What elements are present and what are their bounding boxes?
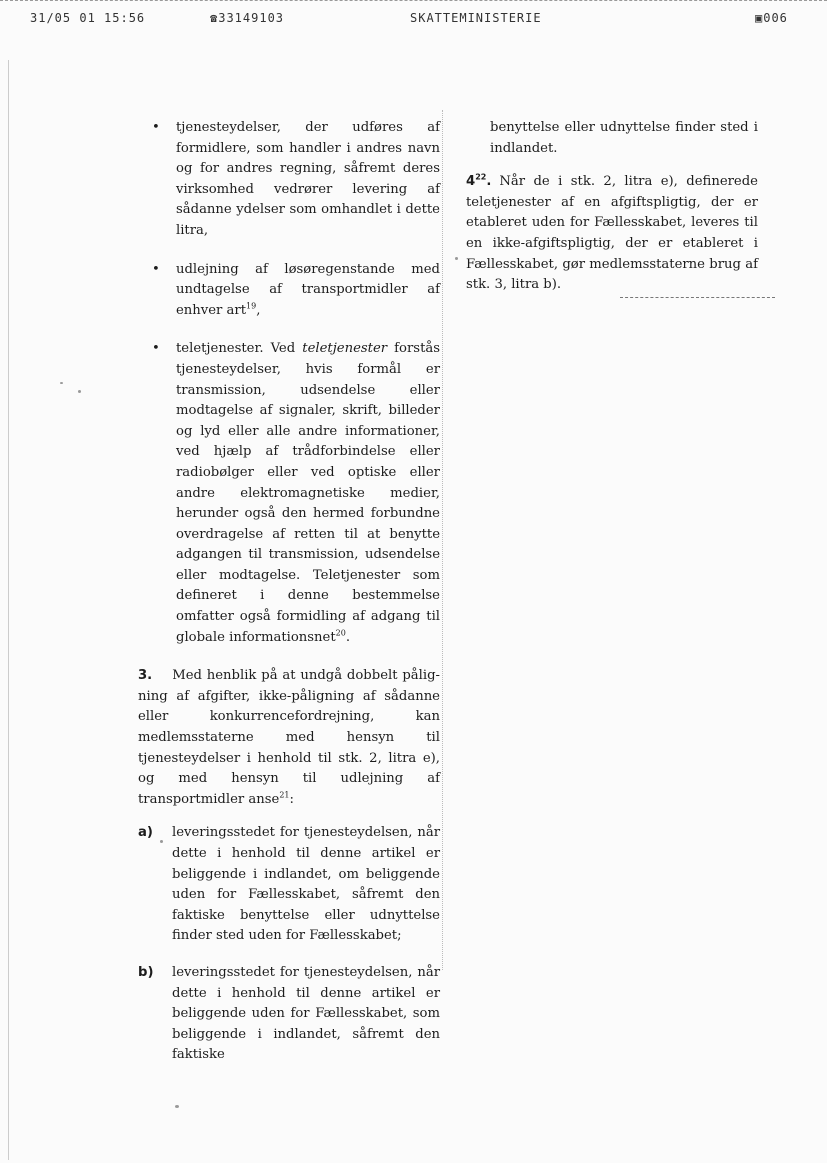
fax-header — [0, 0, 827, 30]
list-item-text: leveringsstedet for tjenesteydelsen, når dette i henhold til denne artikel er beliggende i indlandet, om beliggende uden for Fællesskabet, såfremt den faktiske benyttelse eller udnyttelse finder sted uden for Fællesskabet; — [172, 825, 440, 944]
bullet-item — [138, 118, 440, 242]
paragraph-text: Med henblik på at undgå dobbelt påligning af afgifter, ikke-påligning af sådanne eller konkurrencefordrejning, kan medlemsstaterne med hensyn til tjenesteydelser i henhold til stk. 2, litra e), og med hensyn til udlejning af transportmidler anse — [138, 668, 440, 807]
footnote-marker: 22 — [475, 172, 487, 182]
paragraph-number: 3. — [138, 668, 153, 684]
fax-number: ☎33149103 — [210, 11, 285, 25]
bullet-item — [138, 260, 440, 322]
list-item-text: leveringsstedet for tjenesteydelsen, når dette i henhold til denne artikel er beliggende uden for Fællesskabet, som beliggende i indlandet, såfremt den faktiske — [172, 964, 440, 1063]
bullet-text: forstås tjenesteydelser, hvis formål er transmission, udsendelse eller modtagelse af signaler, skrift, billeder og lyd eller alle andre informationer, ved hjælp af trådforbindelse eller radiobølger eller ved optiske eller andre elektromagnetiske medier, herunder også den hermed forbundne overdragelse af retten til at benytte adgangen til transmission, udsendelse eller modtagelse. Teletjenester som defineret i denne bestemmelse omfatter også formidling af adgang til globale informationsnet — [176, 341, 440, 645]
scan-noise — [455, 257, 458, 260]
end-rule — [620, 297, 775, 298]
fax-header-rule — [0, 0, 827, 4]
paragraph-3 — [138, 666, 440, 810]
bullet-text: udlejning af løsøregenstande med undtagelse af transportmidler af enhver art — [176, 261, 440, 318]
list-item-letter: a) — [138, 825, 153, 841]
fax-sender: SKATTEMINISTERIE — [410, 11, 542, 25]
bullet-term: teletjenester — [302, 341, 388, 357]
continuation: benyttelse eller udnyttelse finder sted i indlandet. — [490, 120, 758, 156]
bullet-item — [138, 339, 440, 648]
scan-noise — [160, 840, 163, 843]
continuation-text — [466, 118, 758, 159]
footnote-marker: 21 — [279, 790, 290, 800]
list-item-b — [138, 963, 440, 1066]
paragraph-number-dot: . — [486, 174, 492, 190]
footnote-marker: 19 — [246, 301, 257, 311]
list-item-a — [138, 823, 440, 947]
paragraph-number-digit: 4 — [466, 174, 476, 190]
footnote-marker: 20 — [335, 628, 346, 638]
bullet-icon: • — [152, 341, 160, 357]
scan-noise — [60, 382, 63, 384]
left-column — [138, 118, 440, 1082]
punctuation: : — [289, 791, 294, 807]
paragraph-number — [466, 174, 491, 189]
fax-datetime: 31/05 01 15:56 — [30, 11, 146, 25]
punctuation: . — [345, 629, 351, 645]
fax-page-number: ▣006 — [755, 11, 788, 25]
scan-noise — [78, 390, 81, 393]
bullet-lead: teletjenester. Ved — [176, 341, 296, 357]
paragraph-4 — [466, 172, 758, 296]
bullet-text: tjenesteydelser, der udføres af formidlere, som handler i andres navn og for andres regning, såfremt deres virksomhed vedrører levering af sådanne ydelser som omhandlet i dette litra, — [176, 120, 440, 238]
paragraph-text: Når de i stk. 2, litra e), definerede teletjenester af en afgiftspligtig, der er etableret uden for Fællesskabet, leveres til en ikke-afgiftspligtig, der er etableret i Fællesskabet, gør medlemsstaterne brug af stk. 3, litra b). — [466, 174, 758, 293]
bullet-icon: • — [152, 261, 160, 277]
punctuation: , — [256, 302, 261, 318]
scan-noise — [175, 1105, 179, 1108]
bullet-icon: • — [152, 120, 160, 135]
scan-margin-line — [8, 60, 9, 1160]
right-column — [466, 118, 758, 309]
list-item-letter: b) — [138, 964, 154, 980]
column-divider — [442, 110, 443, 970]
